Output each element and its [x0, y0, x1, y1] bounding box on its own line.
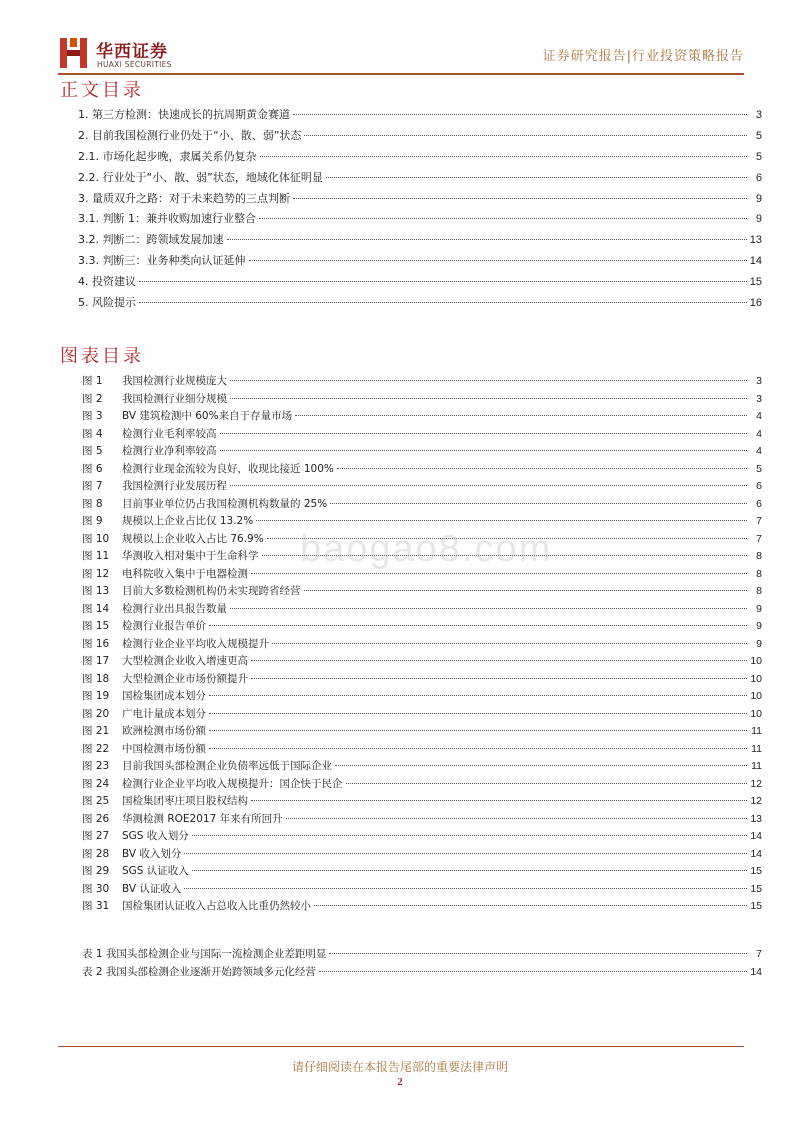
figures-list — [82, 373, 762, 916]
figure-label: 欧洲检测市场份额 — [122, 725, 206, 737]
toc-entry[interactable] — [78, 169, 762, 190]
toc-entry-label: 2.2. 行业处于“小、散、弱”状态，地域化体征明显 — [78, 170, 323, 184]
toc-entry-page: 14 — [749, 255, 762, 268]
legal-notice: 请仔细阅读在本报告尾部的重要法律声明 — [291, 1060, 508, 1074]
figure-number: 图 15 — [82, 620, 110, 632]
figure-label: 大型检测企业收入增速更高 — [122, 655, 248, 667]
figure-number: 图 7 — [82, 480, 103, 492]
toc-entry-label: 2.1. 市场化起步晚，隶属关系仍复杂 — [78, 149, 257, 163]
figure-label: 广电计量成本划分 — [122, 707, 206, 720]
figure-label: 我国检测行业规模庞大 — [122, 375, 227, 387]
figure-number: 图 1 — [82, 375, 103, 387]
toc-entry[interactable] — [78, 127, 762, 148]
figure-number: 图 31 — [82, 900, 110, 912]
figure-entry[interactable] — [82, 618, 762, 636]
figure-number: 图 18 — [82, 672, 110, 685]
figure-number: 图 25 — [82, 795, 110, 807]
figure-label: SGS 收入划分 — [122, 830, 189, 842]
dot-leader — [209, 713, 747, 714]
dot-leader — [192, 835, 747, 836]
figure-page: 6 — [756, 497, 762, 510]
toc-entry-page: 16 — [749, 297, 762, 310]
figure-number: 图 11 — [82, 550, 110, 562]
figure-label: 检测行业企业平均收入规模提升：国企快于民企 — [122, 777, 343, 790]
figure-entry[interactable] — [82, 671, 762, 689]
figure-entry[interactable] — [82, 601, 762, 619]
figure-entry[interactable] — [82, 776, 762, 794]
toc-title: 正文目录 — [60, 80, 144, 101]
figure-page: 15 — [750, 882, 762, 895]
dot-leader — [304, 135, 747, 136]
figure-page: 7 — [756, 515, 762, 527]
table-entry[interactable] — [82, 964, 762, 982]
figure-page: 9 — [756, 637, 762, 650]
figure-entry[interactable] — [82, 478, 762, 496]
figure-number: 图 22 — [82, 742, 110, 755]
dot-leader — [272, 643, 747, 644]
figure-label: SGS 认证收入 — [122, 865, 189, 877]
figure-label: 检测行业净利率较高 — [122, 445, 217, 457]
figure-number: 图 12 — [82, 567, 110, 580]
dot-leader — [259, 218, 747, 219]
figure-label: 目前大多数检测机构仍未实现跨省经营 — [122, 585, 301, 597]
figure-entry[interactable] — [82, 723, 762, 741]
toc-entry-page: 5 — [755, 129, 762, 142]
figure-entry[interactable] — [82, 636, 762, 654]
figure-number: 图 21 — [82, 725, 110, 737]
figure-number: 图 3 — [82, 410, 103, 422]
dot-leader — [326, 177, 747, 178]
dot-leader — [293, 198, 747, 199]
figure-page: 6 — [756, 480, 762, 492]
figure-number: 图 23 — [82, 760, 110, 772]
figure-label: 检测行业出具报告数量 — [122, 602, 227, 615]
tables-list — [82, 946, 762, 981]
figure-page: 11 — [751, 742, 762, 755]
toc-entry[interactable] — [78, 231, 762, 252]
figure-page: 3 — [756, 392, 762, 405]
figure-number: 图 8 — [82, 497, 103, 510]
figure-number: 图 9 — [82, 515, 103, 527]
dot-leader — [251, 660, 747, 661]
figure-number: 图 5 — [82, 445, 103, 457]
figure-entry[interactable] — [82, 583, 762, 601]
figure-page: 12 — [750, 795, 762, 807]
figure-entry[interactable] — [82, 496, 762, 514]
figure-page: 10 — [750, 672, 762, 685]
figure-label: 检测行业现金流较为良好，收现比接近 100% — [122, 462, 334, 475]
toc-entry-label: 4. 投资建议 — [78, 275, 136, 289]
page-header — [0, 0, 800, 80]
figure-number: 图 6 — [82, 462, 103, 475]
dot-leader — [209, 730, 747, 731]
dot-leader — [139, 281, 747, 282]
header-divider — [58, 73, 744, 75]
figure-number: 图 19 — [82, 690, 110, 702]
footer-divider — [58, 1046, 744, 1047]
huaxi-logo-icon — [58, 36, 92, 70]
dot-leader — [192, 870, 747, 871]
dot-leader — [184, 888, 747, 889]
dot-leader — [335, 765, 747, 766]
figure-number: 图 17 — [82, 655, 110, 667]
dot-leader — [295, 415, 747, 416]
figure-label: 大型检测企业市场份额提升 — [122, 672, 248, 685]
figure-label: 中国检测市场份额 — [122, 742, 206, 755]
figure-entry[interactable] — [82, 391, 762, 409]
figure-page: 10 — [750, 707, 762, 720]
figure-number: 图 20 — [82, 707, 110, 720]
dot-leader — [139, 302, 747, 303]
dot-leader — [209, 748, 747, 749]
table-entry[interactable] — [82, 946, 762, 964]
figure-entry[interactable] — [82, 898, 762, 916]
figure-entry[interactable] — [82, 688, 762, 706]
figure-page: 14 — [750, 830, 762, 842]
figure-label: 华测收入相对集中于生命科学 — [122, 550, 259, 562]
figure-page: 10 — [750, 655, 762, 667]
dot-leader — [230, 380, 747, 381]
toc-entry-page: 9 — [755, 213, 762, 226]
toc-entry-label: 3. 量质双升之路：对于未来趋势的三点判断 — [78, 191, 290, 205]
brand-name-en: HUAXI SECURITIES — [97, 60, 172, 69]
figure-label: 国检集团成本划分 — [122, 690, 206, 702]
figure-label: 国检集团枣庄项目股权结构 — [122, 795, 248, 807]
figure-entry[interactable] — [82, 531, 762, 549]
dot-leader — [330, 503, 747, 504]
figure-entry[interactable] — [82, 373, 762, 391]
table-page: 7 — [756, 948, 762, 960]
dot-leader — [209, 695, 747, 696]
figure-page: 3 — [756, 375, 762, 387]
report-type-label: 证券研究报告|行业投资策略报告 — [542, 49, 744, 64]
table-label: 表 1 我国头部检测企业与国际一流检测企业差距明显 — [82, 948, 327, 960]
figure-page: 13 — [750, 812, 762, 825]
figure-number: 图 13 — [82, 585, 110, 597]
toc-entry-page: 9 — [755, 192, 762, 205]
figure-page: 8 — [756, 585, 762, 597]
figure-entry[interactable] — [82, 846, 762, 864]
dot-leader — [249, 260, 747, 261]
dot-leader — [256, 520, 747, 521]
dot-leader — [346, 783, 748, 784]
page-number: 2 — [397, 1076, 403, 1088]
figure-label: 我国检测行业发展历程 — [122, 480, 227, 492]
brand-name-cn: 华西证券 — [96, 42, 168, 62]
figure-label: 我国检测行业细分规模 — [122, 392, 227, 405]
figure-label: 华测检测 ROE2017 年来有所回升 — [122, 812, 283, 825]
toc-entry-page: 13 — [749, 234, 762, 247]
figure-entry[interactable] — [82, 881, 762, 899]
figure-page: 4 — [756, 445, 762, 457]
toc-entry[interactable] — [78, 252, 762, 273]
figure-label: 检测行业企业平均收入规模提升 — [122, 637, 269, 650]
figure-label: 电科院收入集中于电器检测 — [122, 567, 248, 580]
toc-entry-label: 5. 风险提示 — [78, 296, 136, 310]
toc-entry-label: 2. 目前我国检测行业仍处于“小、散、弱”状态 — [78, 128, 302, 142]
figure-page: 7 — [756, 532, 762, 545]
figure-label: 规模以上企业收入占比 76.9% — [122, 532, 264, 545]
figure-entry[interactable] — [82, 653, 762, 671]
figure-page: 11 — [751, 760, 762, 772]
figure-page: 5 — [756, 462, 762, 475]
dot-leader — [220, 450, 748, 451]
figure-page: 4 — [756, 427, 762, 440]
dot-leader — [209, 625, 747, 626]
figure-entry[interactable] — [82, 741, 762, 759]
dot-leader — [314, 905, 747, 906]
figure-number: 图 2 — [82, 392, 103, 405]
figure-number: 图 16 — [82, 637, 110, 650]
figure-entry[interactable] — [82, 443, 762, 461]
dot-leader — [251, 573, 747, 574]
dot-leader — [260, 156, 748, 157]
dot-leader — [230, 398, 747, 399]
figure-number: 图 28 — [82, 847, 110, 860]
toc-entry[interactable] — [78, 273, 762, 294]
figure-label: BV 建筑检测中 60%来自于存量市场 — [122, 410, 293, 422]
figure-entry[interactable] — [82, 548, 762, 566]
toc-entry-page: 3 — [755, 109, 762, 121]
toc-entry[interactable] — [78, 210, 762, 231]
figure-page: 9 — [756, 602, 762, 615]
figure-page: 8 — [756, 567, 762, 580]
figure-label: 规模以上企业占比仅 13.2% — [122, 515, 254, 527]
figure-label: BV 收入划分 — [122, 847, 182, 860]
figure-number: 图 26 — [82, 812, 110, 825]
toc-entry-page: 6 — [755, 171, 762, 184]
dot-leader — [262, 555, 748, 556]
figure-entry[interactable] — [82, 811, 762, 829]
figure-number: 图 24 — [82, 777, 110, 790]
toc-entry-page: 15 — [749, 276, 762, 289]
figure-page: 10 — [750, 690, 762, 702]
dot-leader — [251, 800, 747, 801]
figure-number: 图 10 — [82, 532, 110, 545]
dot-leader — [329, 953, 747, 954]
toc-entry-label: 3.1. 判断 1：兼并收购加速行业整合 — [78, 212, 256, 226]
figure-entry[interactable] — [82, 566, 762, 584]
figure-number: 图 27 — [82, 830, 110, 842]
toc-entry-page: 5 — [755, 150, 762, 163]
dot-leader — [293, 114, 747, 115]
figure-entry[interactable] — [82, 513, 762, 531]
dot-leader — [184, 853, 747, 854]
figure-label: 目前事业单位仍占我国检测机构数量的 25% — [122, 497, 328, 510]
dot-leader — [304, 590, 748, 591]
table-page: 14 — [750, 965, 762, 978]
figure-number: 图 30 — [82, 882, 110, 895]
figure-label: 检测行业毛利率较高 — [122, 427, 217, 440]
figure-label: BV 认证收入 — [122, 882, 182, 895]
figure-page: 15 — [750, 900, 762, 912]
figures-title: 图表目录 — [60, 346, 144, 367]
figure-page: 9 — [756, 620, 762, 632]
figure-page: 4 — [756, 410, 762, 422]
toc-entry-label: 3.2. 判断二：跨领域发展加速 — [78, 233, 224, 247]
dot-leader — [319, 971, 747, 972]
figure-page: 11 — [751, 725, 762, 737]
dot-leader — [286, 818, 747, 819]
table-label: 表 2 我国头部检测企业逐渐开始跨领域多元化经营 — [82, 965, 316, 978]
figure-entry[interactable] — [82, 863, 762, 881]
dot-leader — [227, 239, 747, 240]
figure-page: 8 — [756, 550, 762, 562]
toc-entry-label: 3.3. 判断三：业务种类向认证延伸 — [78, 254, 246, 268]
figure-entry[interactable] — [82, 706, 762, 724]
toc-entry[interactable] — [78, 190, 762, 211]
watermark: baogao8.com — [300, 528, 553, 570]
figure-number: 图 29 — [82, 865, 110, 877]
figure-label: 检测行业报告单价 — [122, 620, 206, 632]
dot-leader — [220, 433, 748, 434]
figure-page: 14 — [750, 847, 762, 860]
figure-number: 图 14 — [82, 602, 110, 615]
figure-entry[interactable] — [82, 461, 762, 479]
figure-entry[interactable] — [82, 426, 762, 444]
figure-label: 目前我国头部检测企业负债率远低于国际企业 — [122, 760, 332, 772]
figure-page: 12 — [750, 777, 762, 790]
figure-entry[interactable] — [82, 828, 762, 846]
dot-leader — [337, 468, 747, 469]
dot-leader — [251, 678, 747, 679]
toc-entry-label: 1. 第三方检测：快速成长的抗周期黄金赛道 — [78, 108, 290, 121]
figure-number: 图 4 — [82, 427, 103, 440]
figure-label: 国检集团认证收入占总收入比重仍然较小 — [122, 900, 311, 912]
figure-entry[interactable] — [82, 758, 762, 776]
dot-leader — [230, 608, 747, 609]
dot-leader — [230, 485, 747, 486]
figure-entry[interactable] — [82, 408, 762, 426]
figure-page: 15 — [750, 865, 762, 877]
dot-leader — [267, 538, 747, 539]
toc-entry[interactable] — [78, 148, 762, 169]
toc-entry[interactable] — [78, 294, 762, 315]
figure-entry[interactable] — [82, 793, 762, 811]
toc-list — [78, 106, 762, 315]
toc-entry[interactable] — [78, 106, 762, 127]
